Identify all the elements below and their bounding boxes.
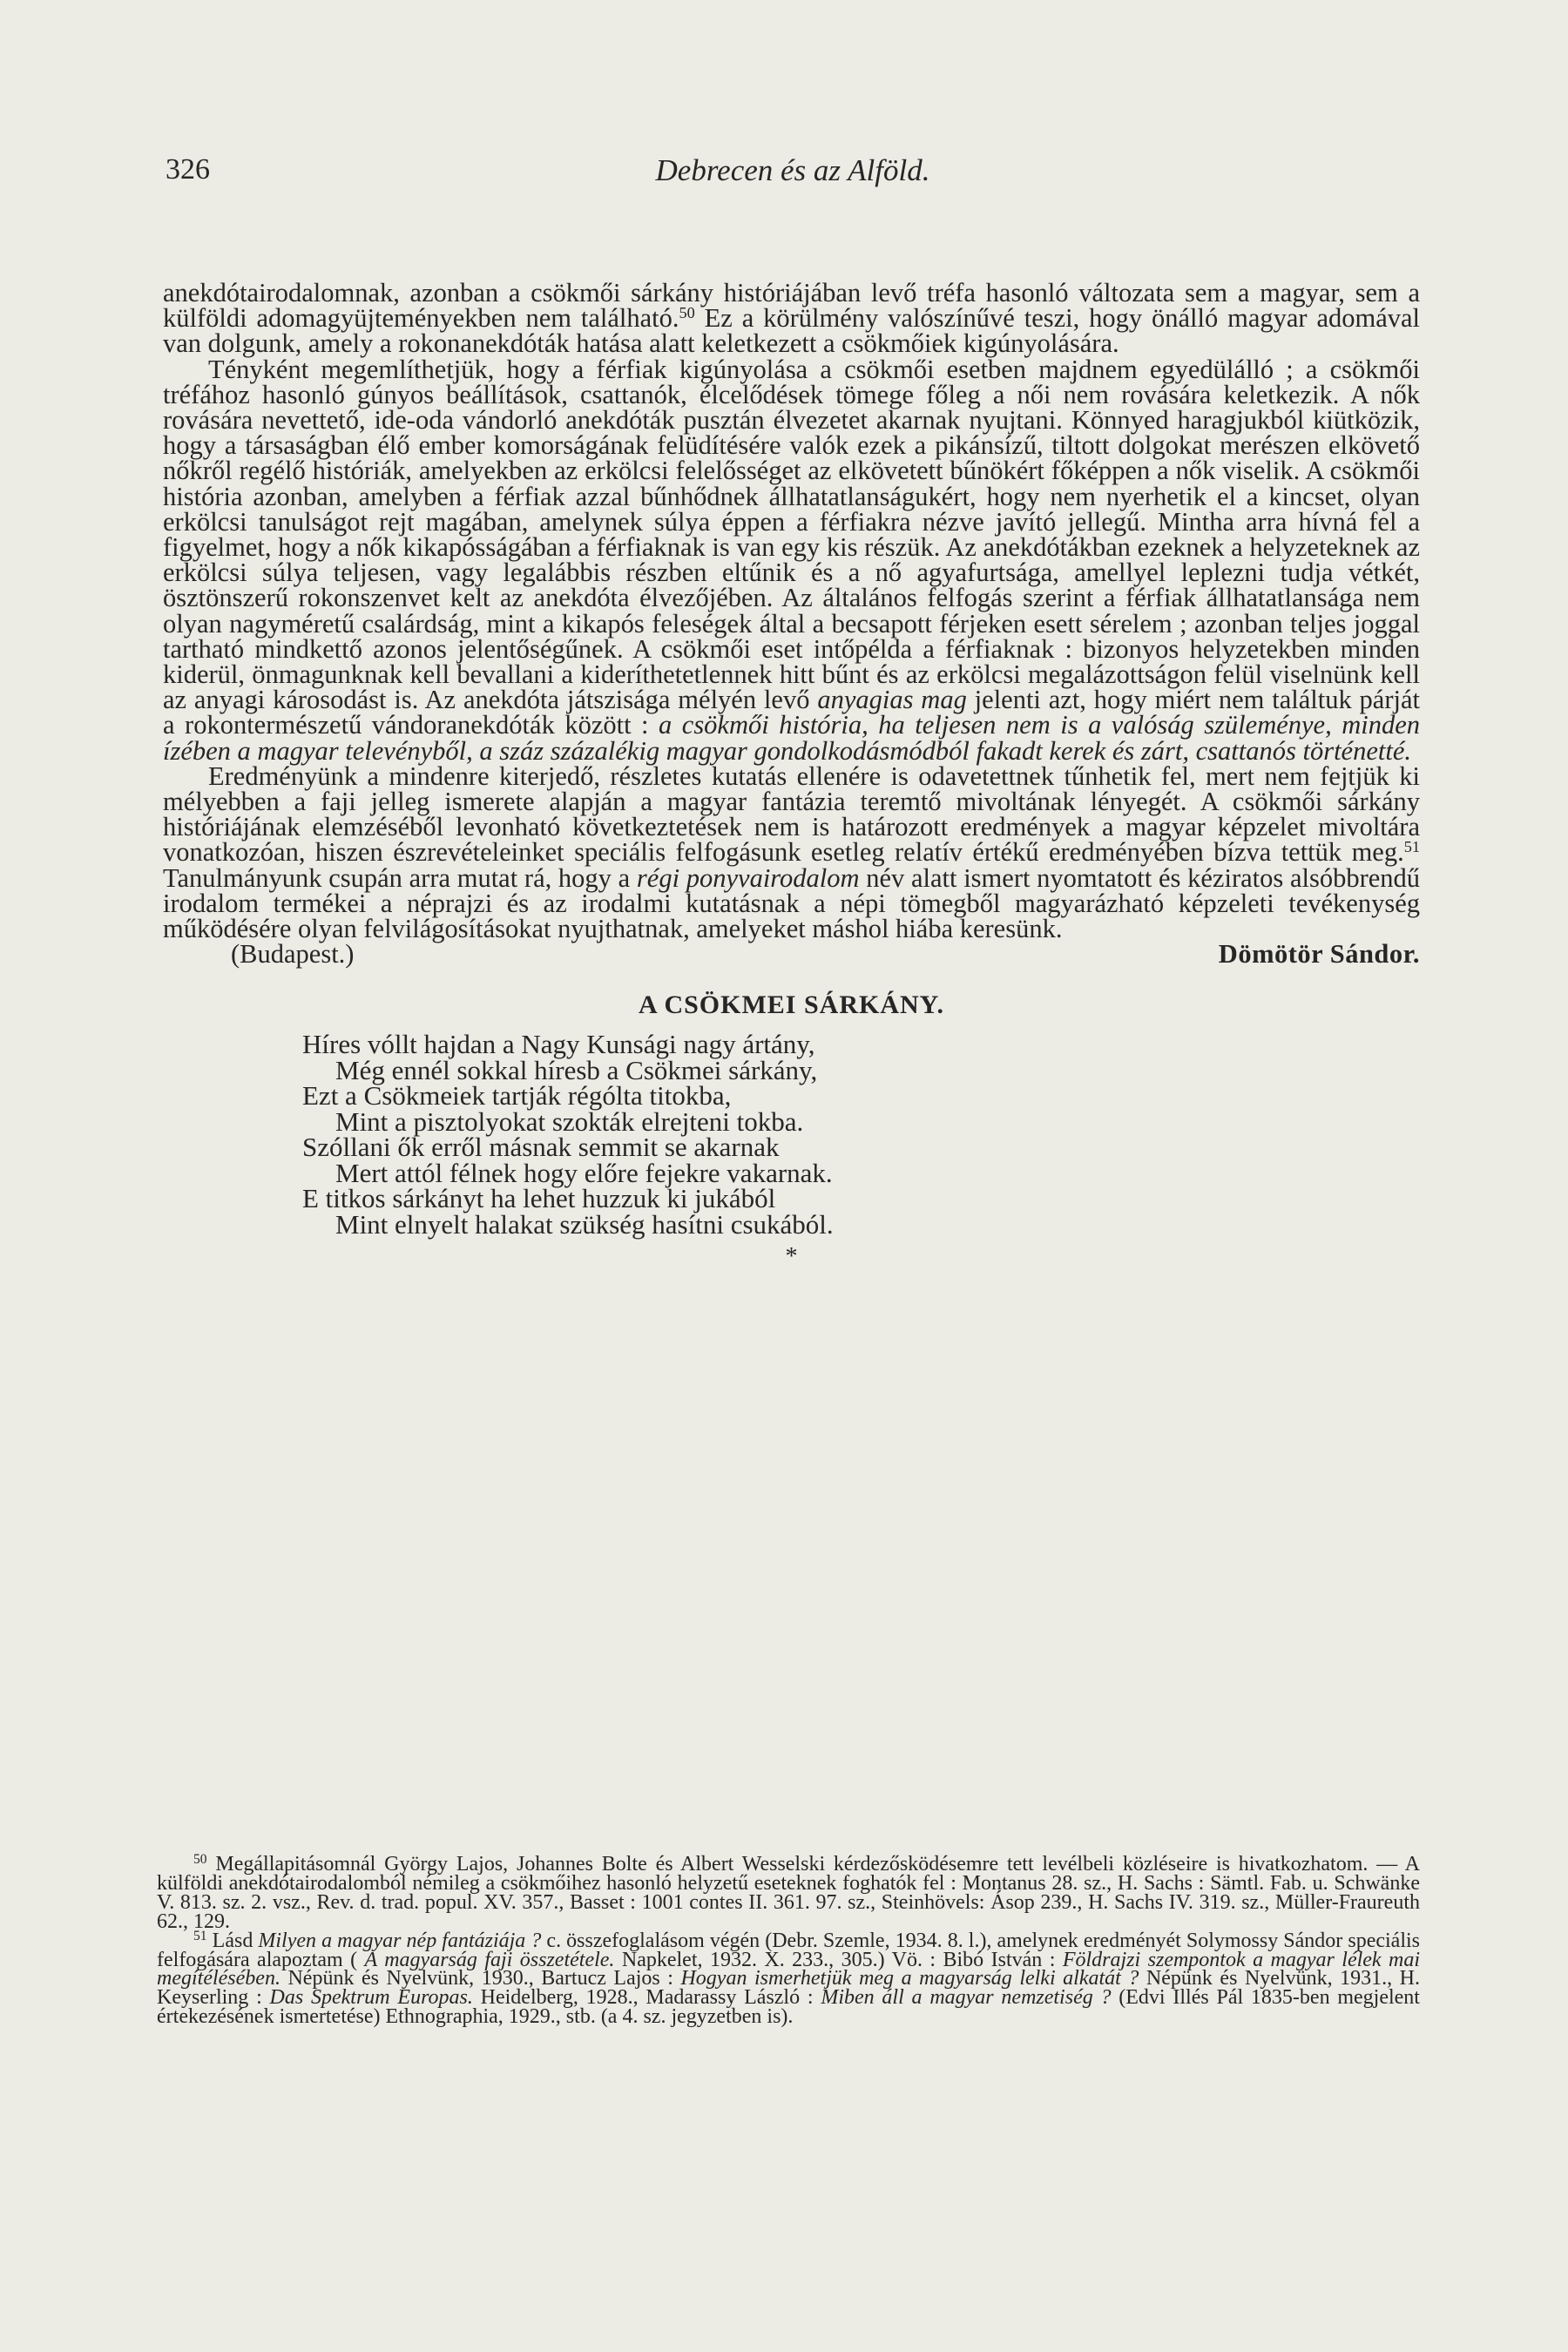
footnote-text: Lásd — [206, 1929, 259, 1952]
emphasis-text: a csökmői história, ha teljesen nem is a valóság szüleménye, minden ízében a magyar televényből, a száz százalékig magyar gondolkodásmódból fakadt kerek és zárt, csattanós történetté. — [163, 710, 1420, 766]
footnote-title: Miben áll a magyar nemzetiség ? — [821, 1986, 1112, 2010]
poem-line: Szóllani ők erről másnak semmit se akarnak — [302, 1132, 780, 1163]
paragraph — [163, 280, 1420, 357]
footnote-text: Megállapitásomnál György Lajos, Johannes Bolte és Albert Wesselski kérdezősködésemre tett levélbeli közléseire is hivatkozhatom. — A külföldi anekdótairodalomból némileg a csökmőihez hasonló helyzetű eseteknek foghatók fel : Montanus 28. sz., H. Sachs : Sämtl. Fab. u. Schwänke V. 813. sz. 2. vsz., Rev. d. trad. popul. XV. 357., Basset : 1001 contes II. 361. 97. sz., Steinhövels: Ásop 239., H. Sachs IV. 319. sz., Müller-Fraureuth 62., 129. — [157, 1853, 1420, 1933]
footnote-50 — [157, 1852, 1420, 1933]
emphasis-text: régi ponyvairodalom — [636, 862, 860, 893]
poem-line: Mint elnyelt halakat szükség hasítni csukából. — [335, 1208, 834, 1240]
poem-line: Még ennél sokkal híresb a Csökmei sárkány, — [335, 1054, 818, 1085]
poem-line: Mert attól félnek hogy előre fejekre vakarnak. — [335, 1157, 833, 1188]
paragraph-text: Eredményünk a mindenre kiterjedő, részletes kutatás ellenére is odavetettnek tűnhetik fel, mert nem fejtjük ki mélyebben a faji jelleg ismerete alapján a magyar fantázia teremtő mivoltának lényegét. A csökmői sárkány históriájának elemzéséből levonható következtetések nem is határozott eredmények a magyar képzelet mivoltára vonatkozóan, hiszen észrevételeinket speciális felfogásunk esetleg relatív értékű eredményében bízva tettük meg. — [163, 760, 1420, 868]
poem — [302, 1029, 1420, 1240]
poem-line: E titkos sárkányt ha lehet huzzuk ki jukából — [302, 1183, 776, 1214]
footnote-title: Milyen a magyar nép fantáziája ? — [258, 1929, 542, 1952]
place-label: (Budapest.) — [231, 939, 355, 970]
footnote-ref: 50 — [679, 304, 695, 322]
poem-title: A CSÖKMEI SÁRKÁNY. — [638, 990, 945, 1020]
footnote-text: Népünk és Nyelvünk, 1930., Bartucz Lajos : — [280, 1967, 681, 1990]
footnote-text: Napkelet, 1932. X. 233., 305.) Vö. : Bibó István : — [614, 1948, 1063, 1971]
footnote-title: A magyarság faji összetétele. — [364, 1948, 615, 1971]
page-header — [166, 153, 1420, 197]
paragraph-text: jelenti azt, hogy miért nem találtuk párját a rokontermészetű vándoranekdóták között : — [163, 685, 1420, 740]
section-asterisk: * — [785, 1243, 798, 1271]
article-body — [163, 280, 1420, 1270]
paragraph-text: anekdótairodalomnak, azonban a csökmői sárkány históriájában levő tréfa hasonló változata sem a magyar, sem a külföldi adomagyüjteményekben nem található. — [163, 278, 1420, 334]
footnote-text: c. összefoglalásom végén (Debr. Szemle, 1934. 8. l.), amelynek eredményét Solymossy Sándor speciális felfogására alapoztam ( — [157, 1929, 1420, 1971]
emphasis-text: anyagias mag — [817, 685, 967, 715]
paragraph-text: név alatt ismert nyomtatott és kéziratos alsóbbrendű irodalom termékei a néprajzi és az irodalmi kutatásnak a népi tömegből magyarázható képzeleti tevékenység működésére olyan felvilágosításokat nyujthatnak, amelyeket máshol hiába keresünk. — [163, 862, 1421, 944]
poem-line: Mint a pisztolyokat szokták elrejteni tokba. — [335, 1105, 804, 1137]
footnote-text: Népünk és Nyelvünk, 1931., H. Keyserling : — [157, 1967, 1420, 2010]
poem-line: Ezt a Csökmeiek tartják régólta titokba, — [302, 1080, 732, 1112]
footnotes — [157, 1852, 1421, 2029]
footnote-title: Das Spektrum Europas. — [269, 1986, 473, 2010]
running-title: Debrecen és az Alföld. — [655, 153, 930, 187]
footnote-51 — [157, 1928, 1421, 2029]
paragraph-text: Tényként megemlíthetjük, hogy a férfiak kigúnyolása a csökmői esetben majdnem egyedülálló ; a csökmői tréfához hasonló gúnyos beállítások, csattanók, élcelődések tömege főleg a női nem rovására keletkezik. A nők rovására nevettető, ide-oda vándorló anekdóták pusztán élvezetet akarnak nyujtani. Könnyed haragjukból kiütközik, hogy a társaságban élő ember komorságának felüdítésére valók ezek a pikánsízű, tiltott dolgokat merészen elkövető nőkről regélő históriák, amelyekben az erkölcsi felelősséget az elkövetett bűnökért főképpen a nők viselik. A csökmői história azonban, amelyben a férfiak azzal bűnhődnek állhatatlanságukért, hogy nem nyerhetik el a kincset, olyan erkölcsi tanulságot rejt magában, amelynek súlya éppen a férfiakra nézve javító jellegű. Mintha arra hívná fel a figyelmet, hogy a nők kikapósságában a férfiaknak is van egy kis részük. Az anekdótákban ezeknek a helyzeteknek az erkölcsi súlya teljesen, vagy legalábbis részben eltűnik és a nő agyafurtsága, amellyel leplezni tudja vétkét, ösztönszerű rokonszenvet kelt az anekdóta élvezőjében. Az általános felfogás szerint a férfiak állhatatlansága nem olyan nagyméretű csalárdság, mint a kikapós feleségek által a becsapott férjeken esett sérelem ; azonban teljes joggal tartható mindkettő azonos jelentőségűnek. A csökmői eset intőpélda a férfiaknak : bizonyos helyzetekben minden kiderül, önmagunknak kell bevallani a kideríthetetlennek hitt bűnt és az erkölcsi megalázottságon felül viselnünk kell az anyagi károsodást is. Az anekdóta játszisága mélyén levő — [163, 354, 1420, 715]
signature-line — [163, 939, 1420, 970]
poem-line: Híres vóllt hajdan a Nagy Kunsági nagy ártány, — [302, 1029, 815, 1060]
footnote-text: Heidelberg, 1928., Madarassy László : — [472, 1986, 821, 2010]
footnote-text: (Edvi Illés Pál 1835-ben megjelent értekezésének ismertetése) Ethnographia, 1929., stb. (a 4. sz. jegyzetben is). — [157, 1986, 1420, 2029]
author-name: Dömötör Sándor. — [1218, 939, 1420, 970]
footnote-number: 50 — [193, 1852, 207, 1868]
paragraph-text: Ez a körülmény valószínűvé teszi, hogy önálló magyar adomával van dolgunk, amely a rokonanekdóták hatása alatt keletkezett a csökmőiek kigúnyolására. — [163, 303, 1421, 359]
footnote-title: Hogyan ismerhetjük meg a magyarság lelki alkatát ? — [680, 1967, 1139, 1990]
paragraph — [163, 760, 1421, 944]
footnote-ref: 51 — [1403, 838, 1420, 856]
paragraph — [163, 354, 1420, 766]
footnote-number: 51 — [193, 1928, 207, 1943]
footnote-title: Földrajzi szempontok a magyar lélek mai megítélésében. — [157, 1948, 1421, 1990]
page-number: 326 — [166, 153, 210, 186]
paragraph-text: Tanulmányunk csupán arra mutat rá, hogy a — [163, 862, 637, 893]
